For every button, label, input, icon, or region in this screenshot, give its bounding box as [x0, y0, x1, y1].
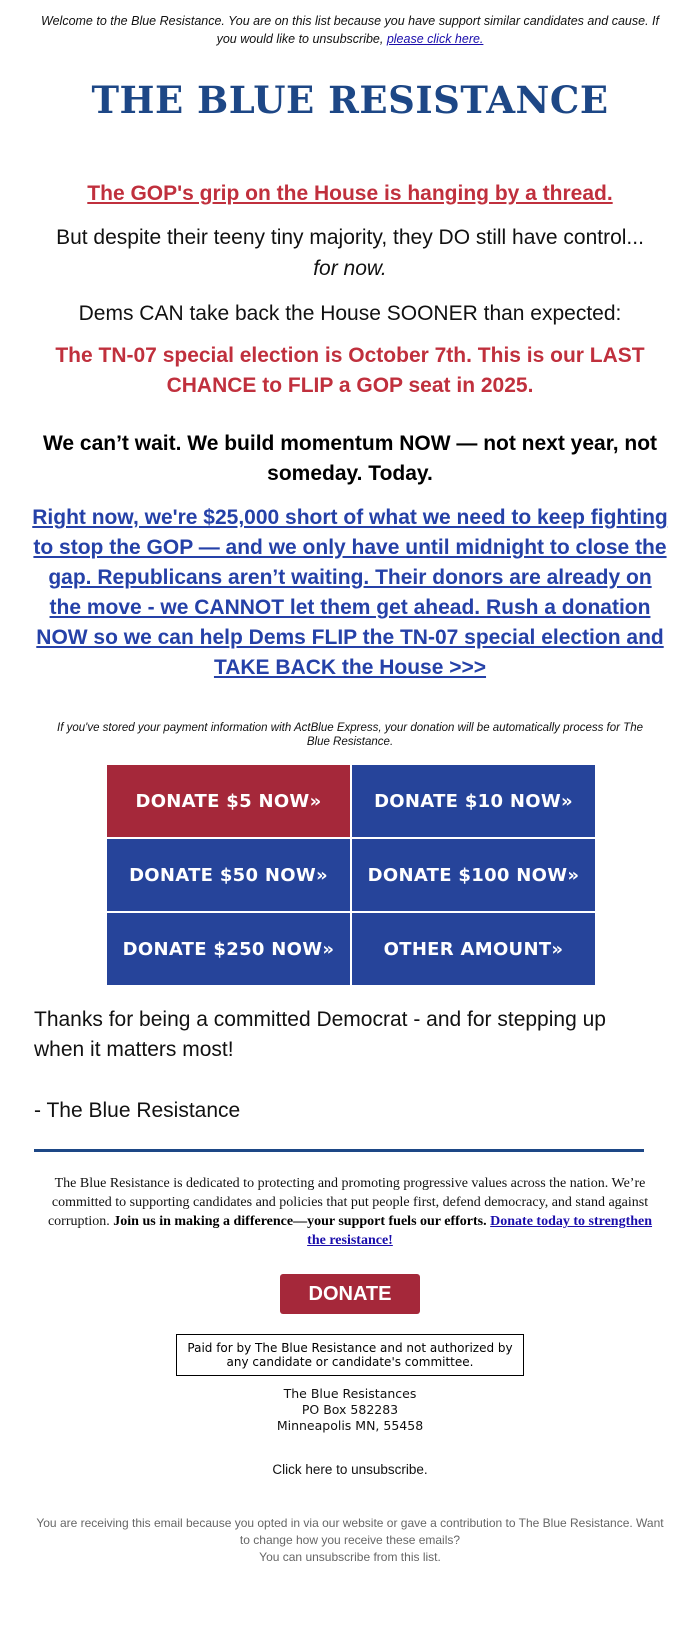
logo: THE BLUE RESISTANCE [91, 78, 609, 122]
intro-paragraph [30, 222, 670, 284]
donate-button[interactable]: DONATE [280, 1274, 420, 1314]
footer-line-2[interactable]: You can unsubscribe from this list. [259, 1550, 441, 1564]
election-callout: The TN-07 special election is October 7th. This is our LAST CHANCE to FLIP a GOP seat in 2025. [55, 344, 645, 397]
actblue-note: If you've stored your payment information with ActBlue Express, your donation will be automatically process for The Blue Resistance. [57, 722, 643, 748]
donate-10-button[interactable]: DONATE $10 NOW» [352, 765, 595, 837]
paid-for-disclaimer: Paid for by The Blue Resistance and not authorized by any candidate or candidate's committee. [176, 1334, 524, 1376]
mission-donate-link[interactable]: Donate today to strengthen the resistance! [307, 1214, 653, 1248]
footer [30, 1515, 670, 1566]
thanks-message: Thanks for being a committed Democrat - and for stepping up when it matters most! [34, 1008, 606, 1061]
preheader-text: Welcome to the Blue Resistance. You are on this list because you have support similar candidates and cause. If you would like to unsubscribe, [41, 14, 659, 46]
mission-statement [42, 1174, 658, 1250]
mission-bold-text: Join us in making a difference—your support fuels our efforts. [113, 1214, 487, 1229]
donate-250-button[interactable]: DONATE $250 NOW» [107, 913, 350, 985]
donation-appeal-link[interactable]: Right now, we're $25,000 short of what we need to keep fighting to stop the GOP — and we only have until midnight to close the gap. Republicans aren’t waiting. Their donors are already on the move - we CANNOT let them get ahead. Rush a donation NOW so we can help Dems FLIP the TN-07 special election and TAKE BACK the House >>> [32, 506, 668, 679]
momentum-callout: We can’t wait. We build momentum NOW — not next year, not someday. Today. [42, 432, 658, 485]
donate-100-button[interactable]: DONATE $100 NOW» [352, 839, 595, 911]
signature: - The Blue Resistance [34, 1099, 241, 1122]
donate-50-button[interactable]: DONATE $50 NOW» [107, 839, 350, 911]
preheader [40, 12, 660, 48]
mission-text: The Blue Resistance is dedicated to protecting and promoting progressive values across the nation. We’re committed to supporting candidates and policies that put people first, defend democracy, and stand against corruption. [47, 1176, 649, 1229]
footer-line-1: You are receiving this email because you opted in via our website or gave a contribution to The Blue Resistance. Want to change how you receive these emails? [36, 1516, 664, 1547]
unsubscribe-preheader-link[interactable]: please click here. [386, 32, 484, 46]
sooner-paragraph: Dems CAN take back the House SOONER than expected: [78, 302, 622, 325]
address-name: The Blue Resistances [283, 1386, 417, 1401]
headline: The GOP's grip on the House is hanging by a thread. [87, 182, 613, 205]
donate-other-amount-button[interactable]: OTHER AMOUNT» [352, 913, 595, 985]
donate-5-button[interactable]: DONATE $5 NOW» [107, 765, 350, 837]
divider [34, 1149, 644, 1152]
address-po-box: PO Box 582283 [301, 1402, 399, 1417]
intro-line-2: for now. [313, 257, 387, 280]
mailing-address [0, 1386, 700, 1434]
intro-line-1: But despite their teeny tiny majority, they DO still have control... [56, 226, 644, 249]
donate-button-grid [107, 765, 593, 985]
address-city: Minneapolis MN, 55458 [276, 1418, 424, 1433]
unsubscribe-link[interactable]: Click here to unsubscribe. [272, 1462, 428, 1477]
